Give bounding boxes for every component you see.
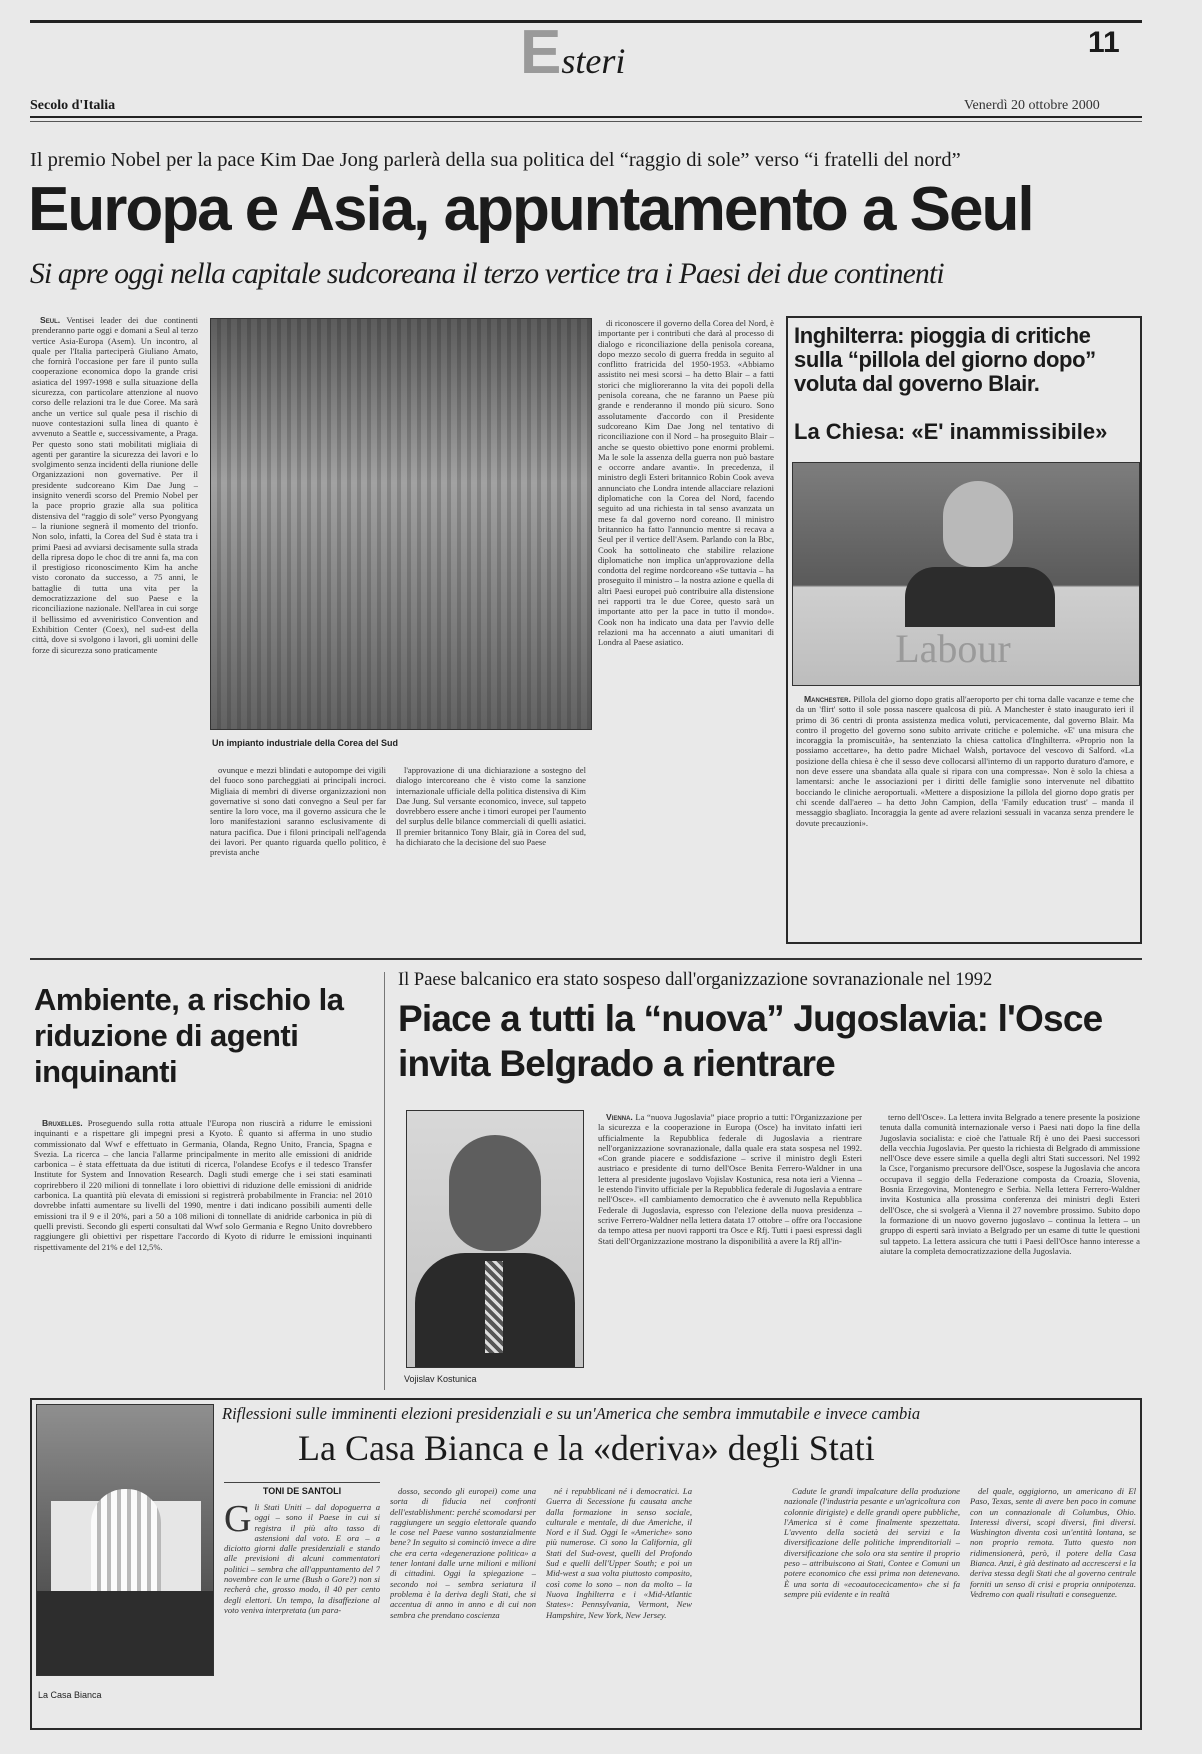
lead-column-1 — [32, 315, 198, 945]
lead-col3-text: l'approvazione di una dichiarazione a sostegno del dialogo intercoreano che è visto come la sanzione internazionale ufficiale della politica distensiva di Kim Dae Jung. Sul versante economico, invece, sul tappeto dovrebbero essere anche i timori europei per l'aumento del surplus delle bilance commerciali di quelli asiatici. Il premier britannico Tony Blair, già in Corea del sud, ha dichiarato che la decisione del suo Paese — [396, 765, 586, 848]
section-divider — [30, 958, 1142, 960]
sidebar-body — [796, 694, 1134, 938]
white-house-portico — [91, 1489, 161, 1591]
white-house-caption: La Casa Bianca — [38, 1690, 102, 1700]
header-rule — [30, 116, 1142, 118]
lead-col1-text: Ventisei leader dei due continenti prenderanno parte oggi e domani a Seul al terzo vertice Asia-Europa (Asem). Un incontro, al quale per l'Italia parteciperà Giuliano Amato, che fornirà l'occasione per fare il punto sulla cooperazione economica dopo la grande crisi asiatica del 1997-1998 e sulla situazione della sicurezza, con particolare attenzione al nuovo corso delle relazioni tra le due Coree. Ma sarà anche un vertice sul quale pesa il rischio di nuove contestazioni sulla linea di quanto è avvenuto a Seattle e, successivamente, a Praga. Per questo sono stati mobilitati migliaia di agenti per garantire la sicurezza dei lavori e lo svolgimento senza incidenti della riunione delle Organizzazioni non governative. Per il presidente sudcoreano Kim Dae Jung – insignito venerdì scorso del Premio Nobel per la pace proprio grazie alla sua politica distensiva del “raggio di sole” verso Pyongyang – la riunione segnerà il momento del trionfo. Non solo, infatti, la Corea del Sud è stata tra i primi Paesi ad avviarsi decisamente sulla strada della ripresa dopo le choc di tre anni fa, ma con il prestigioso riconoscimento Kim ha anche visto coronato da successo, a 75 anni, le battaglie di tutta una vita per la democratizzazione del suo Paese e la riconciliazione nazionale. Nell'area in cui sorge il bellissimo ed avveniristico Convention and Exhibition Center (Coex), nel sud-est della città, dove si svolgono i lavori, gli uomini delle forze di sicurezza sono praticamente — [32, 315, 198, 655]
lead-column-4 — [598, 318, 774, 945]
kostunica-caption: Vojislav Kostunica — [404, 1374, 477, 1384]
portrait-tie — [485, 1261, 503, 1353]
lead-col4-text: di riconoscere il governo della Corea del Nord, è importante per i contributi che darà al processo di dialogo e riconciliazione della penisola coreana, dopo mezzo secolo di guerra fredda in seguito al conflitto fratricida del 1950-1953. «Abbiamo assistito nei mesi scorsi – ha detto Blair – a fatti storici che miglioreranno la vita dei popoli della penisola coreana, che ne faranno un Paese più grande e renderanno il mondo più sicuro. Sono assolutamente d'accordo con il Presidente sudcoreano Kim Dae Jong nel tentativo di riconciliazione con il Nord – ha proseguito Blair – anche se questo obiettivo pone enormi problemi. Ma le sole la assenza della guerra non può bastare e occorre andare avanti». In precedenza, il ministro degli Esteri britannico Robin Cook aveva annunciato che Londra intende allacciare relazioni diplomatiche con la Corea del Nord, facendo seguito ad una richiesta in tal senso avanzata un mese fa dal governo nord coreano. Il ministro britannico ha fatto l'annuncio mentre si recava a Seul per il vertice dell'Asem. Parlando con la Bbc, Cook ha sottolineato che stabilire relazione diplomatiche non implica un'approvazione della condotta del regime nordcoreano «Se tuttavia – ha proseguito il ministro – la nostra azione e quella di altri Paesi europei può contribuire alla distensione nei rapporti tra le due Coree, questo sarà un importante atto per la pace in tutto il mondo». Cook non ha indicato una data per l'avvio delle relazioni ma ha accennato a aiuti umanitari di Londra al Paese asiatico. — [598, 318, 774, 648]
casabianca-column-2 — [390, 1486, 536, 1722]
casabianca-column-3 — [546, 1486, 692, 1722]
casabianca-col5-text: del quale, oggigiorno, un americano di El Paso, Texas, sente di avere ben poco in comune con un connazionale di Columbus, Ohio. Interessi diversi, scopi diversi, fini diversi. Washington diventa così un'entità lontana, se non proprio remota. Tutto questo non ridimensionerà, però, il potere della Casa Bianca. Anzi, è già destinato ad accrescersi e la deriva stessa degli Stati che al governo centrale forniti un senso di crisi e propria onnipotenza. Vedremo con quali risultati e conseguenze. — [970, 1486, 1136, 1599]
sidebar-photo — [792, 462, 1140, 686]
casabianca-dropcap: G — [224, 1502, 252, 1540]
sidebar-headline: Inghilterra: pioggia di critiche sulla “pillola del giorno dopo” voluta dal governo Blair. — [794, 323, 1096, 396]
jugoslavia-column-2 — [880, 1112, 1140, 1388]
lead-col2-text: ovunque e mezzi blindati e autopompe dei vigili del fuoco sono parcheggiati ai principali incroci. Migliaia di membri di diverse organizzazioni non governative si sono dati convegno a Seul per far sentire la loro voce, ma il governo assicura che le loro manifestazioni saranno esclusivamente di natura pacifica. Due i filoni principali nell'agenda dei lavori. Per quanto riguarda quello politico, è prevista anche — [210, 765, 386, 858]
ambiente-body-text: Proseguendo sulla rotta attuale l'Europa non riuscirà a ridurre le emissioni inquinanti e a rispettare gli impegni presi a Kyoto. È quanto si afferma in uno studio commissionato dal Wwf e effettuato in Germania, Olanda, Regno Unito, Francia, Spagna e Svezia. La ricerca – che lancia l'allarme principalmente in merito alle emissioni di anidride carbonica – è stata effettuata da due istituti di ricerca, l'olandese Ecofys e il tedesco Transfer Institute for System and Innovation Research. Dagli studi emerge che i sei stati esaminati coprirebbero il 220 milioni di tonnellate i loro obiettivi di riduzione delle emissioni di anidride carbonica. La quantità più elevata di emissioni si registrerà probabilmente in Francia: nel 2010 dovrebbe infatti aumentare su livelli del 1990, mentre i dati indicano possibili aumenti delle emissioni tra il 9 e il 20%, pari a 50 a 108 milioni di tonnellate di anidride carbonica in più di quelli previsti. Secondo gli esperti consultati dal Wwf solo Germania e Regno Unito dovrebbero raggiungere gli obiettivi per rispettare l'accordo di Kyoto di ridurre le emissioni inquinanti rispettivamente del 21% e del 12,5%. — [34, 1118, 372, 1252]
jugoslavia-dateline: Vienna. — [606, 1112, 633, 1122]
casabianca-col3-text: né i repubblicani né i democratici. La Guerra di Secessione fu causata anche dalla formazione in senso sociale, culturale e mentale, di due Americhe, il Nord e il Sud. Oggi le «Americhe» sono più numerose. Ci sono la California, gli Stati del Sud-ovest, quelli del Profondo Sud e quelli dell'Upper South; e poi un Mid-west a sua volta piuttosto composito, così come lo sono – non da molto – la Nuova Inghilterra e i «Mid-Atlantic States»: Pennsylvania, Vermont, New Hampshire, New York, New Jersey. — [546, 1486, 692, 1620]
casabianca-headline: La Casa Bianca e la «deriva» degli Stati — [298, 1428, 875, 1468]
casabianca-column-1 — [224, 1502, 380, 1722]
casabianca-column-4 — [784, 1486, 960, 1722]
jugoslavia-kicker: Il Paese balcanico era stato sospeso dall'organizzazione sovranazionale nel 1992 — [398, 970, 993, 990]
white-house-lawn — [37, 1591, 213, 1675]
podium-sign: Labour — [895, 626, 1011, 671]
lead-headline: Europa e Asia, appuntamento a Seul — [28, 175, 1033, 244]
lead-column-2 — [210, 765, 386, 945]
lead-dateline: Seul. — [40, 315, 61, 325]
portrait-head — [449, 1135, 541, 1251]
jugoslavia-headline: Piace a tutti la “nuova” Jugoslavia: l'Osce invita Belgrado a rientrare — [398, 998, 1103, 1084]
speaker-head — [943, 481, 1013, 567]
jugoslavia-col1-text: La “nuova Jugoslavia” piace proprio a tutti: l'Organizzazione per la sicurezza e la cooperazione in Europa (Osce) ha invitato infatti ieri ufficialmente la Repubblica federale di Jugoslavia a rientrare nell'organizzazione sovranazionale, dalla quale era stata sospesa nel 1992. «Con grande piacere e soddisfazione – scrive il ministro degli Esteri austriaco e presidente di turno dell'Osce Benita Ferrero-Waldner in una lettera al presidente jugoslavo Vojislav Kostunica, resa nota ieri a Vienna – le estendo l'invito ufficiale per la Repubblica federale di Jugoslavia a entrare nell'Osce». «Il cambiamento democratico che è avvenuto nella Repubblica Federale di Jugoslavia, espresso con l'elezione della nuova presidenza – scrive Ferrero-Waldner nella lettera datata 17 ottobre – offre ora l'occasione da tempo attesa per nuovi rapporti tra Osce e Rfj. Tutti i paesi espressi dagli Stati dell'Organizzazione mostrano la disponibilità a avere la Rfj all'in- — [598, 1112, 862, 1246]
factory-floor-shading — [211, 319, 591, 729]
casabianca-kicker: Riflessioni sulle imminenti elezioni presidenziali e su un'America che sembra immutabile e invece cambia — [222, 1404, 921, 1423]
lead-photo — [210, 318, 592, 730]
casabianca-col1-text: li Stati Uniti – dal dopoguerra a oggi – sono il Paese in cui si registra il più alto tasso di astensioni dal voto. E ora – a diciotto giorni dalle presidenziali e stando alle previsioni di alcuni commentatori politici – sembra che all'appuntamento del 7 novembre con le urne (Bush o Gore?) non si recherà che, grosso modo, il 40 per cento degli elettori. Un tempo, la disaffezione al voto veniva interpretata (un para- — [224, 1502, 380, 1615]
sidebar-body-text: Pillola del giorno dopo gratis all'aeroporto per chi torna dalle vacanze e teme che da un 'flirt' sotto il sole possa nascere qualcosa di più. A Manchester è stato inaugurato ieri il primo di 36 centri di pronta assistenza medica voluti, pervicacemente, dal governo Blair. Ma contro il progetto del governo sono subito arrivate critiche e polemiche. «E' una misura che incoraggia la promiscuità», ha sentenziato la chiesa cattolica d'Inghilterra. «Proprio non la possiamo accettare», ha detto padre Michael Walsh, portavoce del vescovo di Salford. «La posizione della chiesa è che il sesso deve collocarsi all'interno di un rapporto duraturo d'amore, e non deve essere una sbandata alla quale si ripara con una compressa». Non è solo la chiesa a lamentarsi: anche le associazioni per i diritti delle famiglie sono intervenute nel dibattito bocciando le cliniche aeroportuali. «Mettere a disposizione la pillola del giorno dopo gratis per chi scende dall'aereo – ha detto John Campion, della 'Family education trust' – manda il messaggio sbagliato. Incoraggia la gente ad avere relazioni sessuali in vacanza senza prendere le dovute precauzioni». — [796, 694, 1134, 828]
section-initial: E — [520, 18, 562, 87]
lead-kicker: Il premio Nobel per la pace Kim Dae Jong parlerà della sua politica del “raggio di sole” verso “i fratelli del nord” — [30, 149, 961, 171]
lead-photo-caption: Un impianto industriale della Corea del Sud — [212, 738, 399, 748]
lead-column-3 — [396, 765, 586, 945]
ambiente-headline: Ambiente, a rischio la riduzione di agenti inquinanti — [34, 982, 344, 1089]
jugoslavia-column-1 — [598, 1112, 862, 1388]
casabianca-col2-text: dosso, secondo gli europei) come una sorta di fiducia nei confronti dell'establishment: perché scomodarsi per raggiungere un seggio elettorale quando le cose nel Paese vanno sostanzialmente bene? In seguito si cominciò invece a dire che era certa «degenerazione politica» a tener lontani dalle urne milioni e milioni di cittadini. Oggi la spiegazione – secondo noi – sembra seriatura il problema è la deriva degli Stati, che si accentua di anno in anno e di cui non sembra che prendano coscienza — [390, 1486, 536, 1620]
issue-date: Venerdì 20 ottobre 2000 — [964, 98, 1100, 113]
lead-subhead: Si apre oggi nella capitale sudcoreana il terzo vertice tra i Paesi dei due continenti — [30, 258, 944, 290]
ambiente-dateline: Bruxelles. — [42, 1118, 83, 1128]
header-rule-thin — [30, 121, 1142, 122]
section-title — [520, 18, 626, 88]
author-rule — [224, 1482, 380, 1483]
jugoslavia-col2-text: terno dell'Osce». La lettera invita Belgrado a tenere presente la posizione tenuta dalla comunità internazionale verso i Paesi nati dopo la fine della Jugoslavia socialista: e cioè che l'attuale Rfj è uno dei Paesi successori della vecchia Jugoslavia. Per questo la richiesta di Belgrado di ammissione nell'Osce deve essere simile a quella degli altri Stati successori. Nel 1992 la Csce, l'organismo precursore dell'Osce, sospese la Jugoslavia che ancora occupava il seggio della Federazione composta da Croazia, Slovenia, Bosnia Erzegovina, Montenegro e Serbia. Nella lettera Ferrero-Waldner invita Kostunica alla prossima conferenza dei ministri degli Esteri dell'Osce, che si svolgerà a Vienna il 27 novembre prossimo. Subito dopo la formazione di un nuovo governo jugoslavo – continua la lettera – un gruppo di esperti sarà inviato a Belgrado per un esame di tutte le questioni sul tappeto. La lettera assicura che tutti i Paesi dell'Osce hanno interesse a aiutare la completa democratizzazione della Jugoslavia. — [880, 1112, 1140, 1256]
casabianca-column-5 — [970, 1486, 1136, 1722]
author-byline: TONI DE SANTOLI — [262, 1486, 342, 1496]
sidebar-dateline: Manchester. — [804, 694, 851, 704]
speaker-body — [905, 567, 1055, 627]
casabianca-col4-text: Cadute le grandi impalcature della produzione nazionale (l'industria pesante e un'agricoltura con colonnie dirigiste) e delle grandi opere pubbliche, l'America si è come finalmente spezzettata. L'avvento della società dei servizi e la diversificazione delle politiche imprenditoriali – diversificazione che solo ora sta sentire il proprio peso – attribuiscono ai Stati, Contee e Comuni un potere economico che essi prima non detenevano. È una sorta di «ecoautocecicamento» che si fa sempre più evidente e in realtà — [784, 1486, 960, 1599]
top-rule — [30, 20, 1142, 23]
white-house-photo — [36, 1404, 214, 1676]
kostunica-photo — [406, 1110, 584, 1368]
ambiente-body — [34, 1118, 372, 1390]
paper-name: Secolo d'Italia — [30, 98, 116, 113]
page-number: 11 — [1088, 26, 1120, 59]
sidebar-subhead: La Chiesa: «E' inammissibile» — [794, 419, 1108, 444]
ambiente-column-rule — [384, 972, 385, 1390]
section-name: steri — [561, 41, 626, 81]
